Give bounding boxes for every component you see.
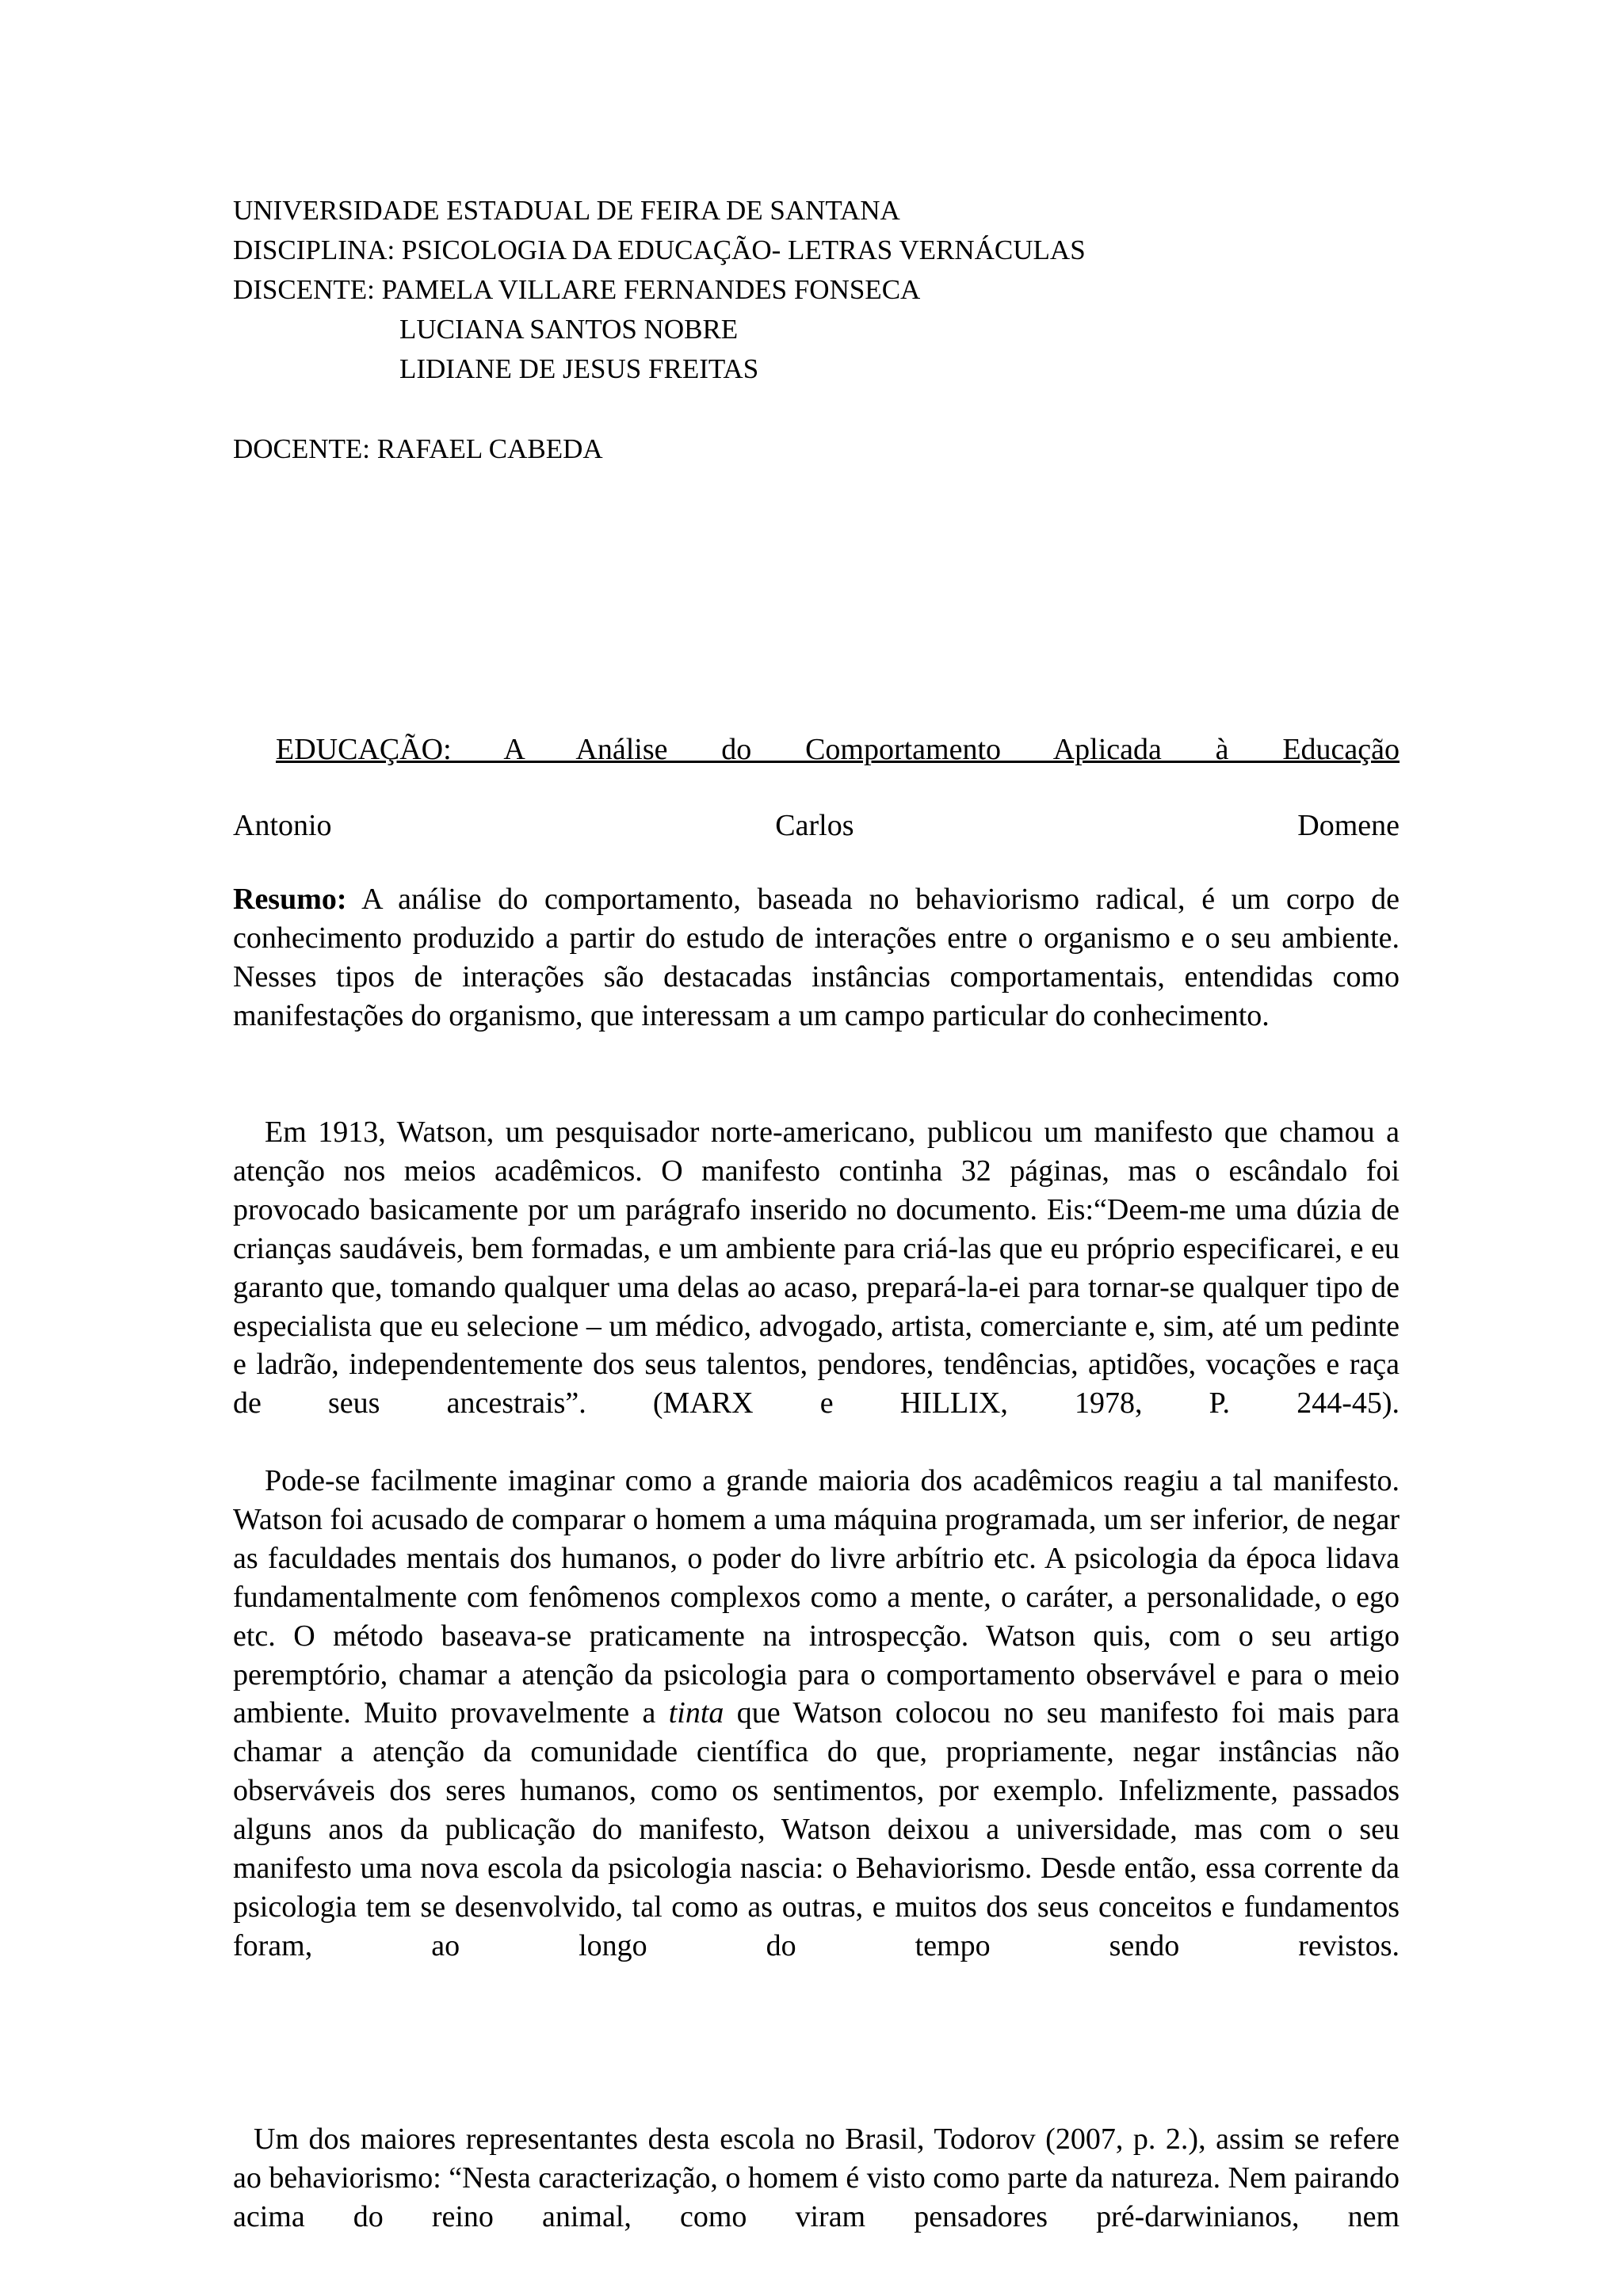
- student-line-1: DISCENTE: PAMELA VILLARE FERNANDES FONSECA: [233, 274, 921, 305]
- body-paragraph-2: [233, 1462, 1400, 1966]
- abstract-text: A análise do comportamento, baseada no behaviorismo radical, é um corpo de conhecimento produzido a partir do estudo de interações entre o organismo e o seu ambiente. Nesses tipos de interações são destacadas instâncias comportamentais, entendidas como manifestações do organismo, que interessam a um campo particular do conhecimento.: [233, 883, 1400, 1032]
- abstract-paragraph: [233, 880, 1400, 1035]
- teacher-line: DOCENTE: RAFAEL CABEDA: [233, 433, 603, 464]
- article-author: Antonio Carlos Domene: [233, 809, 1400, 842]
- body-paragraph-1: Em 1913, Watson, um pesquisador norte-americano, publicou um manifesto que chamou a atenção nos meios acadêmicos. O manifesto continha 32 páginas, mas o escândalo foi provocado basicamente por um parágrafo inserido no documento. Eis:“Deem-me uma dúzia de crianças saudáveis, bem formadas, e um ambiente para criá-las que eu próprio especificarei, e eu garanto que, tomando qualquer uma delas ao acaso, prepará-la-ei para tornar-se qualquer tipo de especialista que eu selecione – um médico, advogado, artista, comerciante e, sim, até um pedinte e ladrão, independentemente dos seus talentos, pendores, tendências, aptidões, vocações e raça de seus ancestrais”. (MARX e HILLIX, 1978, P. 244-45).: [233, 1116, 1400, 1421]
- body-paragraph-3: Um dos maiores representantes desta escola no Brasil, Todorov (2007, p. 2.), assim se refere ao behaviorismo: “Nesta caracterização, o homem é visto como parte da natureza. Nem pairando acima do reino animal, como viram pensadores pré-darwinianos, nem: [233, 2122, 1400, 2233]
- body-paragraph-2-end: que Watson colocou no seu manifesto foi mais para chamar a atenção da comunidade científica do que, propriamente, negar instâncias não observáveis dos seres humanos, como os sentimentos, por exemplo. Infelizmente, passados alguns anos da publicação do manifesto, Watson deixou a universidade, mas com o seu manifesto uma nova escola da psicologia nascia: o Behaviorismo. Desde então, essa corrente da psicologia tem se desenvolvido, tal como as outras, e muitos dos seus conceitos e fundamentos foram, ao longo do tempo sendo revistos.: [233, 1696, 1400, 1962]
- discipline-line: DISCIPLINA: PSICOLOGIA DA EDUCAÇÃO- LETRAS VERNÁCULAS: [233, 235, 1086, 265]
- student-line-2: LUCIANA SANTOS NOBRE: [399, 314, 739, 345]
- student-line-3: LIDIANE DE JESUS FREITAS: [399, 353, 759, 384]
- italic-term: tinta: [668, 1696, 724, 1730]
- article-title: EDUCAÇÃO: A Análise do Comportamento Aplicada à Educação: [276, 733, 1400, 766]
- university-line: UNIVERSIDADE ESTADUAL DE FEIRA DE SANTANA: [233, 195, 900, 226]
- body-paragraph-2-start: Pode-se facilmente imaginar como a grande maioria dos acadêmicos reagiu a tal manifesto. Watson foi acusado de comparar o homem a uma máquina programada, um ser inferior, de negar as faculdades mentais dos humanos, o poder do livre arbítrio etc. A psicologia da época lidava fundamentalmente com fenômenos complexos como a mente, o caráter, a personalidade, o ego etc. O método baseava-se praticamente na introspecção. Watson quis, com o seu artigo peremptório, chamar a atenção da psicologia para o comportamento observável e para o meio ambiente. Muito provavelmente a: [233, 1464, 1400, 1730]
- abstract-label: Resumo:: [233, 883, 347, 916]
